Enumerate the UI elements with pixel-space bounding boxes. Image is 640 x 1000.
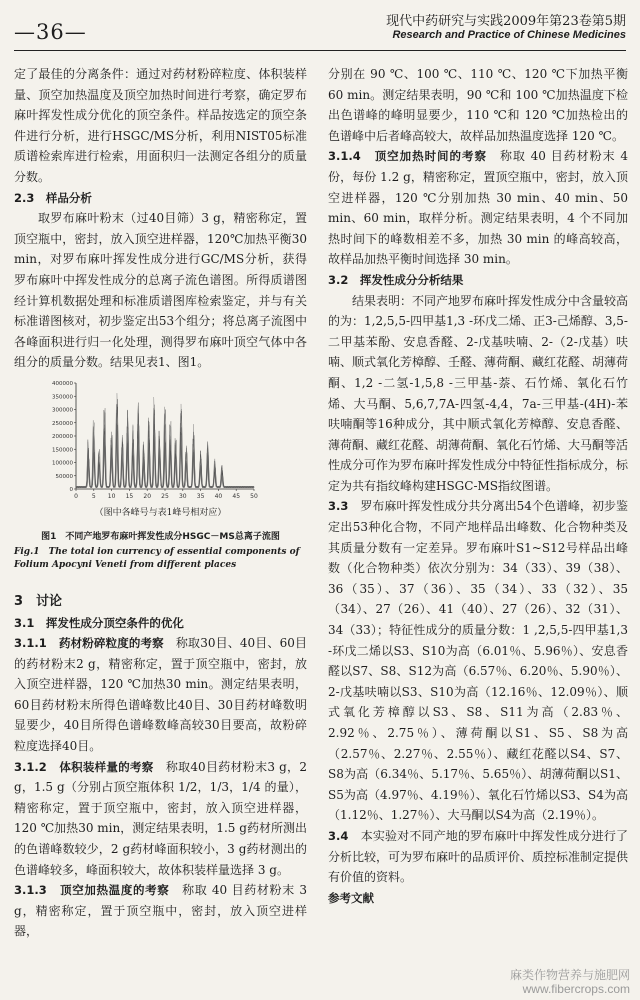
heading-3-1-4-num: 3.1.4 [328, 149, 361, 164]
y-tick-label: 100000 [52, 460, 73, 467]
section-heading-2-3: 2.3 样品分析 [14, 190, 92, 205]
journal-title-en: Research and Practice of Chinese Medicines [392, 29, 626, 41]
heading-3-3-num: 3.3 [328, 499, 349, 514]
watermark [510, 968, 630, 996]
x-tick-label: 40 [214, 492, 223, 500]
section-heading-3-1: 3.1 挥发性成分顶空条件的优化 [14, 615, 184, 630]
references-heading: 参考文献 [328, 890, 374, 905]
x-tick-label: 20 [143, 492, 152, 500]
paragraph: 称取 40 目药材粉末 3 g，精密称定，置于顶空瓶中，密封，放入顶空进样器， [14, 883, 307, 939]
figure-caption-cn: 图1 不同产地罗布麻叶挥发性成分HSGC－MS总离子流图 [41, 531, 280, 542]
paragraph: 定了最佳的分离条件：通过对药材粉碎粒度、体积装样量、顶空加热温度及顶空加热时间进行考察，确定罗布麻叶挥发性成分优化的顶空条件。样品按选定的顶空条件进行分析，进行HSGC/MS分析，利用NIST05标准质谱检索库进行检索，用面积归一法测定各组分的质量分数。 [14, 67, 307, 184]
y-tick-label: 50000 [55, 473, 73, 480]
paragraph: 结果表明：不同产地罗布麻叶挥发性成分中含量较高的为：1,2,5,5-四甲基1,3 -环戊二烯、正3-己烯醇、3,5-二甲基苯酚、安息香醛、2-戊基呋喃、2-（2-戊基）呋喃、顺式氧化芳樟醇、壬醛、薄荷酮、藏红花醛、胡薄荷酮、1,2 -二氢-1,5,8 -三甲基-萘、石竹烯、氧化石竹烯、大马酮、5,6,7,7A-四氢-4,4，7a-三甲基-(4H)-苯呋喃酮等16种成分，其中顺式氧化芳樟醇、安息香醛、薄荷酮、藏红花醛、胡薄荷酮、氧化石竹烯、大马酮等活性成分可作为罗布麻叶挥发性成分中特征性指标成分，标定为共有指纹峰构建HSGC-MS指纹图谱。 [328, 293, 629, 493]
figure-caption-en: Fig.1 The total ion currency of essential components of Folium Apocyni Veneti from different places [14, 546, 300, 570]
y-tick-label: 250000 [52, 420, 73, 427]
figure-1-chart [14, 377, 307, 505]
x-tick-label: 45 [232, 492, 241, 500]
y-tick-label: 400000 [52, 381, 73, 388]
page-number: —36— [14, 20, 87, 44]
paragraph: 称取30目、40目、60目的药材粉末2 g，精密称定，置于顶空瓶中，密封，放入顶空进样器，120 ℃加热30 min。测定结果表明，60目药材粉末所得色谱峰数比40目、30目药材峰数明显要少，40目所得色谱峰数峰高较30目要高，故粉碎粒度选择40目。 [14, 636, 307, 754]
heading-3-4-num: 3.4 [328, 828, 349, 843]
section-heading-3-2: 3.2 挥发性成分分析结果 [328, 272, 464, 287]
heading-3-1-3-num: 3.1.3 [14, 883, 47, 898]
spacer [14, 572, 307, 586]
x-tick-label: 35 [196, 492, 205, 500]
paragraph: 称取40目药材粉末3 g，2 g，1.5 g（分别占顶空瓶体积 1/2，1/3，1/4 的量），精密称定，置于顶空瓶中，密封，放入顶空进样器，120 ℃加热30 min，测定结果表明，1.5 g药材所测出的色谱峰数较少，2 g药材峰面积较小，3 g药材测出的色谱峰较多，峰面积较大，故体积装样量选择 3 g。 [14, 759, 307, 877]
x-tick-label: 30 [178, 492, 187, 500]
y-tick-label: 200000 [52, 434, 73, 441]
x-tick-label: 0 [74, 492, 78, 500]
heading-3-1-3: 顶空加热温度的考察 [60, 883, 170, 898]
y-tick-label: 0 [69, 487, 73, 494]
right-column [328, 64, 628, 908]
heading-3-1-1-num: 3.1.1 [14, 636, 47, 651]
heading-3-1-1: 药材粉碎粒度的考察 [59, 636, 164, 651]
watermark-line-2: www.fibercrops.com [522, 982, 630, 996]
heading-3-1-2-num: 3.1.2 [14, 759, 47, 774]
x-tick-label: 50 [250, 492, 258, 500]
y-tick-label: 350000 [52, 394, 73, 401]
chromatogram-svg [14, 377, 307, 505]
paragraph: 罗布麻叶挥发性成分共分离出54个色谱峰，初步鉴定出53种化合物，不同产地样品出峰数、化合物种类及其质量分数有一定差异。罗布麻叶S1~S12号样品出峰数（化合物种类）依次分别为：34（33）、39（38）、36（35）、37（36）、35（34）、33（32）、35（34）、27（26）、41（40）、27（26）、32（31）、34（33）；特征性成分的质量分数：1 ,2,5,5-四甲基1,3 -环戊二烯以S3、S10为高（6.01％、5.96％）、安息香醛以S7、S8、S12为高（6.57％、6.20％、5.90％）、2-戊基呋喃以S3、S10为高（12.16％、12.09％）、顺式氧化芳樟醇以S3、S8、S11为高（2.83％、2.92％、2.75％）、薄荷酮以S1、S5、S8为高（2.57％、2.27％、2.55％）、藏红花醛以S4、S7、S8为高（6.34％、5.17％、5.65％）、胡薄荷酮以S1、S5为高（4.97％、4.19％）、氧化石竹烯以S3、S4为高（1.12％、1.27％）、大马酮以S4为高（2.19％）。 [328, 499, 628, 823]
figure-note: （图中各峰号与表1峰号相对应） [94, 507, 227, 518]
y-tick-label: 150000 [52, 447, 73, 454]
paragraph: 分别在 90 ℃、100 ℃、110 ℃、120 ℃下加热平衡 60 min。测定结果表明，90 ℃和 100 ℃加热温度下检出色谱峰的峰明显要少，110 ℃和 120 ℃加热检出的色谱峰中后者峰高较大，故样品加热温度选择 120 ℃。 [328, 67, 628, 143]
page-header [0, 0, 640, 58]
section-heading-3: 3 讨论 [14, 593, 63, 609]
heading-3-1-2: 体积装样量的考察 [59, 759, 154, 774]
watermark-line-1: 麻类作物营养与施肥网 [509, 968, 630, 982]
x-tick-label: 5 [91, 492, 96, 500]
x-tick-label: 10 [107, 492, 116, 500]
heading-3-1-4: 顶空加热时间的考察 [374, 149, 487, 164]
paragraph: 取罗布麻叶粉末（过40目筛）3 g，精密称定，置顶空瓶中，密封，放入顶空进样器，120℃加热平衡30 min，对罗布麻叶挥发性成分进行GC/MS分析，获得罗布麻叶中挥发性成分的总离子流色谱图。所得质谱图经计算机数据处理和标准质谱图库检索鉴定，并与有关标准谱图核对，初步鉴定出53个组分；将总离子流图中各峰面积进行归一化处理，测得罗布麻叶顶空气体中各组分的质量分数。结果见表1、图1。 [14, 211, 307, 370]
x-tick-label: 25 [161, 492, 169, 500]
header-rule [14, 50, 626, 51]
x-tick-label: 15 [125, 492, 134, 500]
y-tick-label: 300000 [52, 407, 73, 414]
paragraph: 称取 40 目药材粉末 4 份，每份 1.2 g，精密称定，置顶空瓶中，密封，放入顶空进样器，120 ℃分别加热 30 min、40 min、50 min、60 min，取样分析。测定结果表明，4 个不同加热时间下的峰数相差不多，加热 30 min 的峰高较高，故样品加热平衡时间选择 30 min。 [328, 149, 628, 267]
journal-title-cn: 现代中药研究与实践2009年第23卷第5期 [386, 14, 626, 29]
left-column [14, 64, 307, 942]
paragraph: 本实验对不同产地的罗布麻叶中挥发性成分进行了分析比较，可为罗布麻叶的品质评价、质控标准制定提供有价值的资料。 [328, 828, 629, 885]
